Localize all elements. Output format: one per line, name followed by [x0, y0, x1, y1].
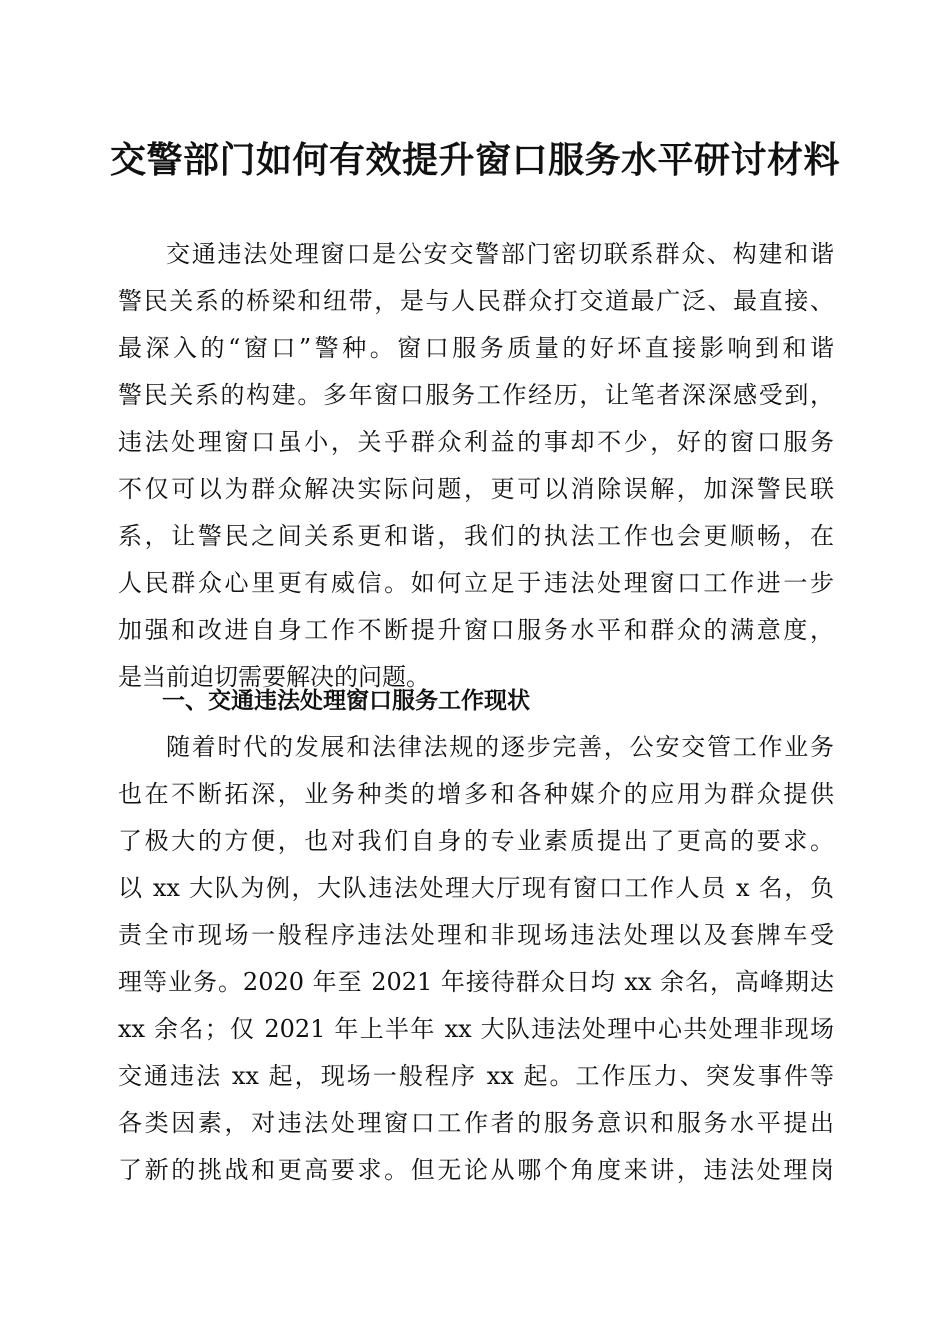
paragraph-line: 了极大的方便，也对我们自身的专业素质提出了更高的要求。	[118, 827, 834, 855]
paragraph-line: xx 余名；仅 2021 年上半年 xx 大队违法处理中心共处理非现场	[118, 1015, 834, 1043]
paragraph-line: 责全市现场一般程序违法处理和非现场违法处理以及套牌车受	[118, 921, 834, 949]
paragraph-line: 理等业务。2020 年至 2021 年接待群众日均 xx 余名，高峰期达	[118, 968, 834, 996]
paragraph-line: 以 xx 大队为例，大队违法处理大厅现有窗口工作人员 x 名，负	[118, 874, 834, 902]
paragraph-line: 随着时代的发展和法律法规的逐步完善，公安交管工作业务	[166, 733, 834, 761]
paragraph-line: 人民群众心里更有威信。如何立足于违法处理窗口工作进一步	[118, 569, 834, 597]
paragraph-line: 系，让警民之间关系更和谐，我们的执法工作也会更顺畅，在	[118, 522, 834, 550]
section-heading: 一、交通违法处理窗口服务工作现状	[162, 688, 530, 714]
paragraph-line: 是当前迫切需要解决的问题。	[118, 663, 430, 691]
paragraph-line: 交通违法 xx 起，现场一般程序 xx 起。工作压力、突发事件等	[118, 1062, 834, 1090]
paragraph-line: 了新的挑战和更高要求。但无论从哪个角度来讲，违法处理岗	[118, 1156, 834, 1184]
document-title: 交警部门如何有效提升窗口服务水平研讨材料	[109, 139, 840, 181]
paragraph-line: 最深入的“窗口”警种。窗口服务质量的好坏直接影响到和谐	[118, 334, 834, 362]
paragraph-line: 也在不断拓深，业务种类的增多和各种媒介的应用为群众提供	[118, 780, 834, 808]
paragraph-line: 不仅可以为群众解决实际问题，更可以消除误解，加深警民联	[118, 475, 834, 503]
paragraph-line: 违法处理窗口虽小，关乎群众利益的事却不少，好的窗口服务	[118, 428, 834, 456]
paragraph-line: 各类因素，对违法处理窗口工作者的服务意识和服务水平提出	[118, 1109, 834, 1137]
paragraph-line: 警民关系的构建。多年窗口服务工作经历，让笔者深深感受到，	[118, 381, 834, 409]
paragraph-line: 加强和改进自身工作不断提升窗口服务水平和群众的满意度，	[118, 616, 834, 644]
paragraph-line: 警民关系的桥梁和纽带，是与人民群众打交道最广泛、最直接、	[118, 287, 834, 315]
paragraph-line: 交通违法处理窗口是公安交警部门密切联系群众、构建和谐	[166, 240, 834, 268]
